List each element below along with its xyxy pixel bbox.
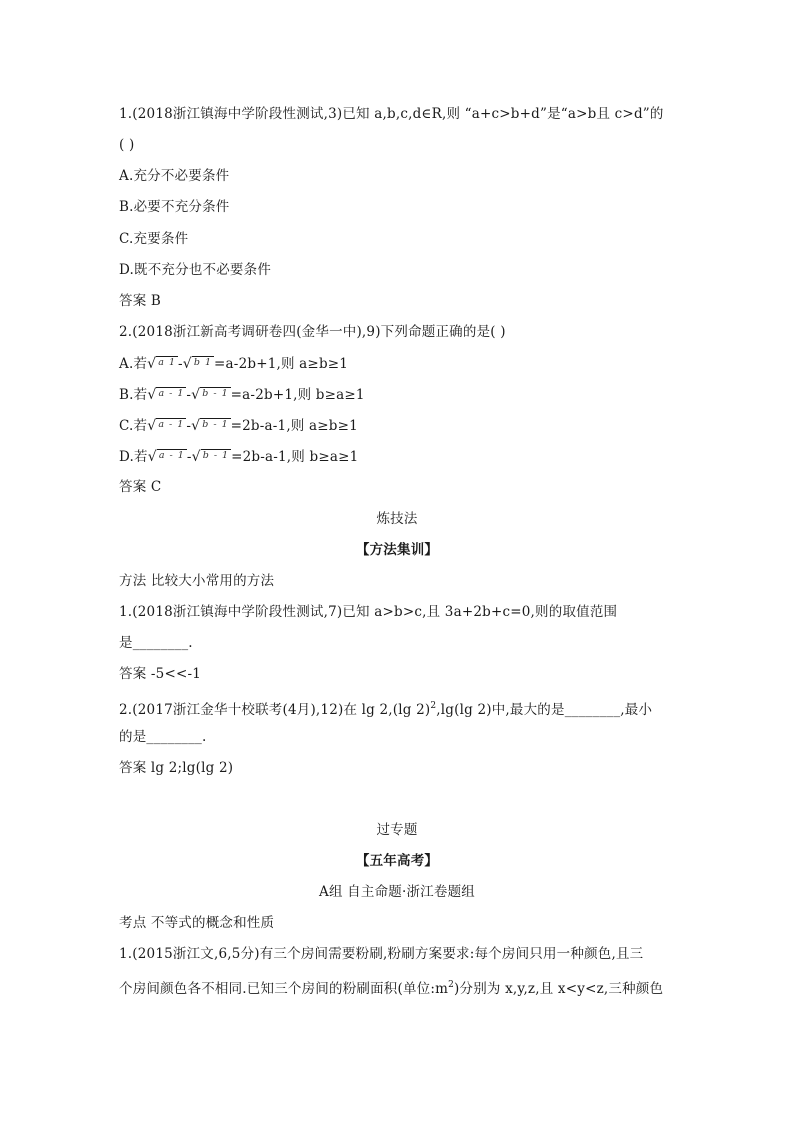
practice-q1-answer: 答案 -5<<-1 bbox=[119, 666, 202, 682]
radicand: a - 1 bbox=[158, 419, 185, 430]
q1-stem-line2: ( ) bbox=[119, 137, 135, 153]
text-segment: 2.(2017浙江金华十校联考(4月),12)在 lg 2,(lg 2) bbox=[119, 702, 431, 718]
radicand: b 1 bbox=[193, 357, 213, 368]
superscript: 2 bbox=[448, 980, 455, 990]
practice-q2-line2: 的是________. bbox=[119, 729, 207, 745]
practice-q2-answer: 答案 lg 2;lg(lg 2) bbox=[119, 760, 234, 776]
text-segment: 个房间颜色各不相同.已知三个房间的粉刷面积(单位:m bbox=[119, 981, 449, 997]
option-rest: =a-2b+1,则 a≥b≥1 bbox=[214, 356, 349, 372]
minus-sign: - bbox=[186, 449, 192, 465]
text-segment: ,lg(lg 2)中,最大的是________,最小 bbox=[436, 702, 653, 718]
q1-option-c: C.充要条件 bbox=[119, 231, 189, 247]
exam-q1-line1: 1.(2015浙江文,6,5分)有三个房间需要粉刷,粉刷方案要求:每个房间只用一种颜色,且三 bbox=[119, 946, 644, 962]
radicand: b - 1 bbox=[202, 388, 229, 399]
practice-q1-line2: 是________. bbox=[119, 635, 193, 651]
radicand: a - 1 bbox=[158, 450, 185, 461]
option-prefix: C.若 bbox=[119, 418, 148, 434]
radicand: a - 1 bbox=[158, 388, 185, 399]
sqrt-expression: √ $^{a - 1}$ bbox=[147, 387, 185, 403]
q2-stem: 2.(2018浙江新高考调研卷四(金华一中),9)下列命题正确的是( ) bbox=[119, 324, 506, 340]
minus-sign: - bbox=[178, 356, 183, 372]
text-segment: )分别为 x,y,z,且 x<y<z,三种颜色 bbox=[454, 981, 664, 997]
section-subtitle: 【方法集训】 bbox=[355, 542, 439, 558]
sqrt-expression: √ $^{b - 1}$ bbox=[191, 387, 229, 403]
q1-option-d: D.既不充分也不必要条件 bbox=[119, 262, 272, 278]
method-heading: 方法 比较大小常用的方法 bbox=[119, 573, 275, 589]
option-rest: =2b-a-1,则 b≥a≥1 bbox=[231, 449, 359, 465]
sqrt-expression: √ $^{a 1}$ bbox=[147, 356, 176, 372]
practice-q1-line1: 1.(2018浙江镇海中学阶段性测试,7)已知 a>b>c,且 3a+2b+c=0,则的取值范围 bbox=[119, 604, 618, 620]
q2-option-a bbox=[119, 353, 348, 374]
q2-answer: 答案 C bbox=[119, 479, 162, 495]
section-title: 炼技法 bbox=[376, 511, 418, 527]
q2-option-b bbox=[119, 384, 365, 405]
minus-sign: - bbox=[186, 387, 192, 403]
radicand: b - 1 bbox=[202, 450, 230, 461]
q1-option-b: B.必要不充分条件 bbox=[119, 199, 230, 215]
radicand: a 1 bbox=[158, 357, 176, 368]
section-title: 过专题 bbox=[376, 822, 418, 838]
minus-sign: - bbox=[186, 418, 192, 434]
sqrt-expression: √ $^{b - 1}$ bbox=[191, 418, 229, 434]
sqrt-expression: √ $^{a - 1}$ bbox=[147, 418, 185, 434]
superscript: 2 bbox=[430, 701, 437, 711]
option-prefix: B.若 bbox=[119, 387, 148, 403]
q1-stem-line1: 1.(2018浙江镇海中学阶段性测试,3)已知 a,b,c,d∈R,则 “a+c>b+d”是“a>b且 c>d”的 bbox=[119, 106, 664, 122]
option-prefix: D.若 bbox=[119, 449, 148, 465]
option-rest: =a-2b+1,则 b≥a≥1 bbox=[230, 387, 365, 403]
radicand: b - 1 bbox=[202, 419, 229, 430]
sqrt-expression: √ $^{b - 1}$ bbox=[191, 449, 230, 465]
section-subtitle: 【五年高考】 bbox=[355, 853, 439, 869]
q1-option-a: A.充分不必要条件 bbox=[119, 168, 230, 184]
option-prefix: A.若 bbox=[119, 356, 148, 372]
topic-heading: 考点 不等式的概念和性质 bbox=[119, 915, 275, 931]
sqrt-expression: √ $^{b 1}$ bbox=[182, 356, 213, 372]
q2-option-c bbox=[119, 415, 358, 436]
option-rest: =2b-a-1,则 a≥b≥1 bbox=[230, 418, 358, 434]
q2-option-d bbox=[119, 446, 358, 467]
sqrt-expression: √ $^{a - 1}$ bbox=[147, 449, 185, 465]
q1-answer: 答案 B bbox=[119, 293, 162, 309]
practice-q2-line1 bbox=[119, 696, 652, 720]
group-heading: A组 自主命题·浙江卷题组 bbox=[319, 884, 475, 900]
exam-q1-line2 bbox=[119, 975, 663, 999]
